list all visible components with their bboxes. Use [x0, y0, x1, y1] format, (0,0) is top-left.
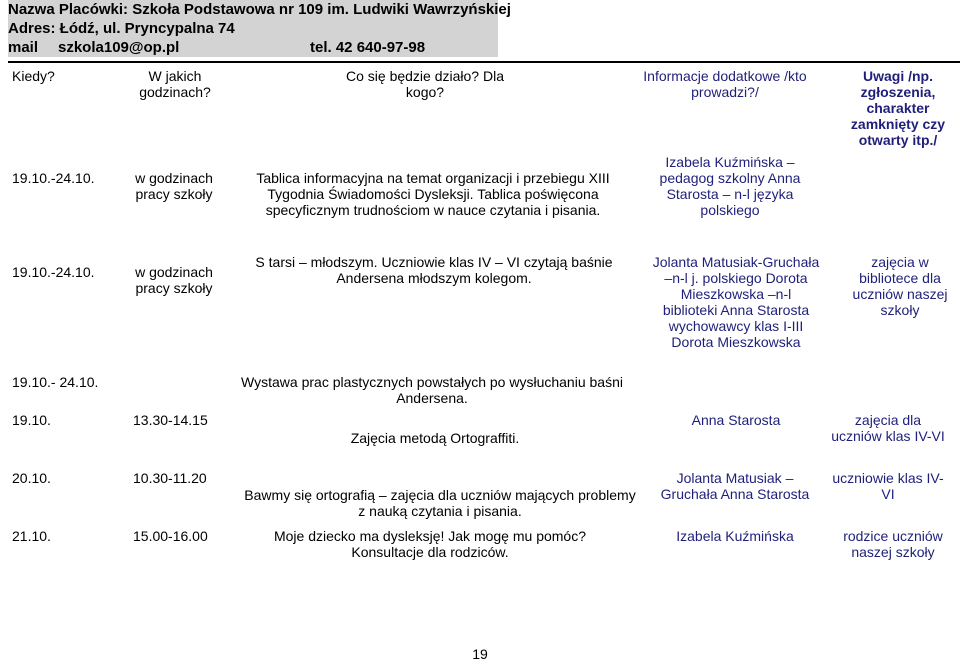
school-address: Adres: Łódź, ul. Pryncypalna 74	[8, 20, 235, 37]
contact-line	[8, 38, 498, 57]
row-info: Izabela Kuźmińska – pedagog szkolny Anna Starosta – n-l języka polskiego	[659, 154, 801, 218]
mail-label: mail	[8, 39, 39, 56]
row-hours: 13.30-14.15	[133, 412, 208, 428]
row-info: Izabela Kuźmińska	[676, 528, 794, 544]
row-notes: uczniowie klas IV-VI	[832, 470, 944, 502]
row-hours: 15.00-16.00	[133, 528, 208, 544]
row-what: Wystawa prac plastycznych powstałych po wysłuchaniu baśni Andersena.	[241, 374, 623, 406]
row-info: Jolanta Matusiak-Gruchała –n-l j. polskiego Dorota Mieszkowska –n-l biblioteki Anna Starosta wychowawcy klas I-III Dorota Mieszkowska	[652, 254, 820, 350]
col-when: Kiedy?	[12, 68, 55, 84]
row-date: 19.10.-24.10.	[12, 170, 95, 186]
row-date: 20.10.	[12, 470, 51, 486]
row-notes: zajęcia w bibliotece dla uczniów naszej szkoły	[852, 254, 948, 318]
row-hours: w godzinach pracy szkoły	[135, 170, 213, 202]
row-notes: rodzice uczniów naszej szkoły	[843, 528, 943, 560]
school-header	[8, 0, 511, 57]
school-name: Nazwa Placówki: Szkoła Podstawowa nr 109 im. Ludwiki Wawrzyńskiej	[8, 1, 511, 18]
phone-number: tel. 42 640-97-98	[310, 39, 426, 56]
row-what: S tarsi – młodszym. Uczniowie klas IV – VI czytają baśnie Andersena młodszym kolegom.	[255, 254, 613, 286]
row-what: Tablica informacyjna na temat organizacji i przebiegu XIII Tygodnia Świadomości Dysleksji. Tablica poświęcona specyficznym trudnościom w nauce czytania i pisania.	[256, 170, 610, 218]
email-link[interactable]: szkola109@op.pl	[58, 39, 180, 56]
row-what: Zajęcia metodą Ortograffiti.	[350, 430, 520, 446]
row-date: 19.10.	[12, 412, 51, 428]
row-info: Anna Starosta	[691, 412, 781, 428]
page-number: 19	[472, 646, 488, 662]
row-what: Bawmy się ortografią – zajęcia dla uczniów mających problemy z nauką czytania i pisania.	[244, 487, 636, 519]
row-info: Jolanta Matusiak – Gruchała Anna Starosta	[660, 470, 810, 502]
header-rule	[8, 61, 960, 63]
col-hours: W jakich godzinach?	[139, 68, 211, 100]
row-notes: zajęcia dla uczniów klas IV-VI	[831, 412, 945, 444]
row-what: Moje dziecko ma dysleksję! Jak mogę mu pomóc? Konsultacje dla rodziców.	[273, 528, 587, 560]
row-date: 19.10.-24.10.	[12, 264, 95, 280]
row-hours: 10.30-11.20	[133, 470, 207, 486]
col-what: Co się będzie działo? Dla kogo?	[346, 68, 504, 100]
col-info: Informacje dodatkowe /kto prowadzi?/	[643, 68, 807, 100]
col-notes: Uwagi /np. zgłoszenia, charakter zamknięty czy otwarty itp./	[850, 68, 946, 148]
row-date: 21.10.	[12, 528, 51, 544]
row-hours: w godzinach pracy szkoły	[135, 264, 213, 296]
row-date: 19.10.- 24.10.	[12, 374, 99, 390]
